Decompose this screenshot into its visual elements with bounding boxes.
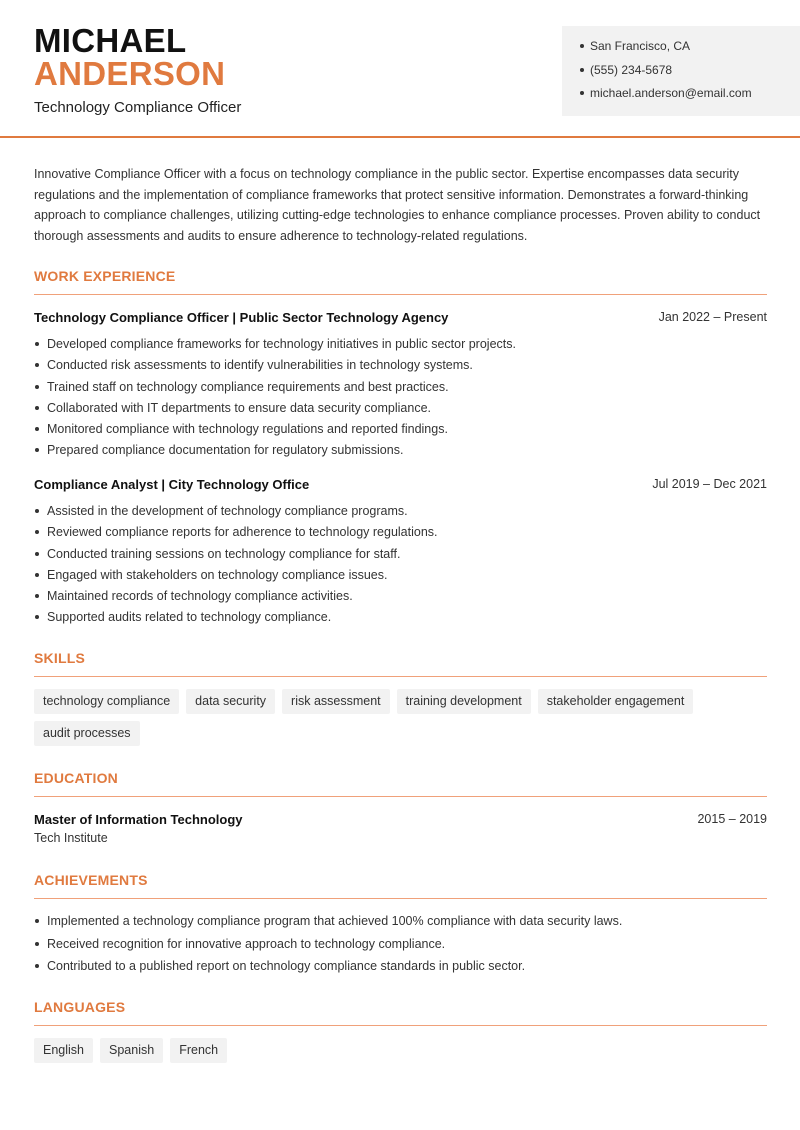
skill-chip: training development	[397, 689, 531, 714]
job-title: Technology Compliance Officer	[34, 99, 242, 116]
skill-chip: data security	[186, 689, 275, 714]
education-heading: EDUCATION	[34, 770, 118, 786]
contact-location: San Francisco, CA	[580, 37, 800, 61]
skill-chip: technology compliance	[34, 689, 179, 714]
languages-heading: LANGUAGES	[34, 999, 126, 1015]
job-title-1: Technology Compliance Officer | Public Sector Technology Agency	[34, 310, 449, 325]
skill-chip: audit processes	[34, 721, 140, 746]
summary-paragraph: Innovative Compliance Officer with a focus on technology compliance in the public sector. Expertise encompasses data security regulations and the implementation of compliance frameworks that protect sensitive information. Demonstrates a forward-thinking approach to compliance challenges, utilizing cutting-edge technologies to enhance compliance processes. Proven ability to conduct thorough assessments and audits to ensure adherence to technology-related regulations.	[34, 167, 761, 244]
job-dates-2: Jul 2019 – Dec 2021	[652, 477, 767, 491]
languages-list	[34, 1038, 767, 1063]
contact-box	[562, 26, 800, 116]
achievements-heading: ACHIEVEMENTS	[34, 872, 148, 888]
contact-email[interactable]: michael.anderson@email.com	[580, 84, 800, 108]
section-divider	[34, 1025, 767, 1026]
language-chip: English	[34, 1038, 93, 1063]
skill-chip: risk assessment	[282, 689, 390, 714]
education-dates: 2015 – 2019	[697, 812, 767, 826]
degree-title: Master of Information Technology	[34, 812, 243, 827]
list-item: Developed compliance frameworks for technology initiatives in public sector projects.	[34, 336, 767, 357]
language-chip: Spanish	[100, 1038, 163, 1063]
list-item: Monitored compliance with technology regulations and reported findings.	[34, 421, 767, 442]
list-item: Conducted risk assessments to identify vulnerabilities in technology systems.	[34, 357, 767, 378]
list-item: Prepared compliance documentation for regulatory submissions.	[34, 442, 767, 463]
list-item: Supported audits related to technology compliance.	[34, 609, 767, 630]
job-bullets-1	[34, 336, 767, 464]
list-item: Collaborated with IT departments to ensure data security compliance.	[34, 400, 767, 421]
list-item: Implemented a technology compliance program that achieved 100% compliance with data security laws.	[34, 913, 767, 936]
school-name: Tech Institute	[34, 831, 108, 845]
skills-heading: SKILLS	[34, 650, 85, 666]
first-name: MICHAEL	[34, 22, 187, 59]
section-divider	[34, 294, 767, 295]
section-divider	[34, 898, 767, 899]
list-item: Conducted training sessions on technology compliance for staff.	[34, 546, 767, 567]
last-name: ANDERSON	[34, 55, 226, 92]
skill-chip: stakeholder engagement	[538, 689, 694, 714]
list-item: Engaged with stakeholders on technology compliance issues.	[34, 567, 767, 588]
list-item: Maintained records of technology compliance activities.	[34, 588, 767, 609]
list-item: Trained staff on technology compliance requirements and best practices.	[34, 379, 767, 400]
job-dates-1: Jan 2022 – Present	[658, 310, 767, 324]
skills-list	[34, 689, 767, 746]
section-divider	[34, 796, 767, 797]
language-chip: French	[170, 1038, 227, 1063]
list-item: Reviewed compliance reports for adherence to technology regulations.	[34, 524, 767, 545]
resume-header	[0, 0, 800, 138]
work-experience-heading: WORK EXPERIENCE	[34, 268, 176, 284]
achievements-list	[34, 913, 767, 981]
list-item: Assisted in the development of technology compliance programs.	[34, 503, 767, 524]
list-item: Received recognition for innovative approach to technology compliance.	[34, 936, 767, 959]
job-bullets-2	[34, 503, 767, 631]
section-divider	[34, 676, 767, 677]
list-item: Contributed to a published report on technology compliance standards in public sector.	[34, 958, 767, 981]
job-title-2: Compliance Analyst | City Technology Office	[34, 477, 310, 492]
contact-phone: (555) 234-5678	[580, 61, 800, 85]
